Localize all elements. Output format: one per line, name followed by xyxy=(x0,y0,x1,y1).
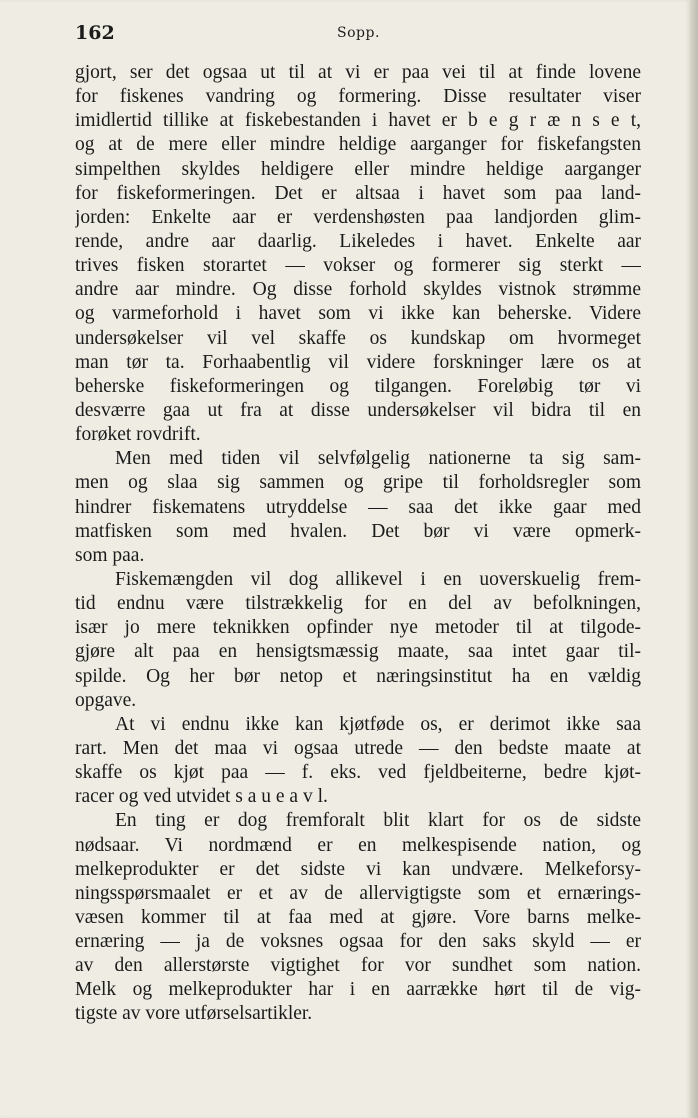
text-line: som paa. xyxy=(75,544,145,566)
text-line: beherske fiskeformeringen og tilgangen. Foreløbig tør vi xyxy=(75,375,641,397)
text-line: En ting er dog fremforalt blit klart for os de sidste xyxy=(115,810,641,832)
text-line: forøket rovdrift. xyxy=(75,424,201,446)
text-line: især jo mere teknikken opfinder nye metoder til at tilgode- xyxy=(75,617,641,639)
text-line: desværre gaa ut fra at disse undersøkelser vil bidra til en xyxy=(75,399,641,421)
text-line: matfisken som med hvalen. Det bør vi være opmerk- xyxy=(75,520,641,542)
text-line: av den allerstørste vigtighet for vor sundhet som nation. xyxy=(75,955,641,977)
text-line: man tør ta. Forhaabentlig vil videre forskninger lære os at xyxy=(75,351,641,373)
text-line: imidlertid tillike at fiskebestanden i havet er b e g r æ n s e t, xyxy=(75,110,641,132)
text-line: simpelthen skyldes heldigere eller mindre heldige aarganger xyxy=(75,158,641,180)
text-line: andre aar mindre. Og disse forhold skyldes vistnok strømme xyxy=(75,279,641,301)
text-line: opgave. xyxy=(75,689,137,711)
text-line: melkeprodukter er det sidste vi kan undvære. Melkeforsy- xyxy=(75,858,641,880)
text-line: for fiskeformeringen. Det er altsaa i havet som paa land- xyxy=(75,182,641,204)
text-line: væsen kommer til at faa med at gjøre. Vore barns melke- xyxy=(75,906,641,928)
text-line: for fiskenes vandring og formering. Disse resultater viser xyxy=(75,86,641,108)
text-line: ningsspørsmaalet er et av de allervigtigste som et ernærings- xyxy=(75,882,641,904)
body-text xyxy=(75,61,641,1027)
running-head: Sopp. xyxy=(337,25,380,41)
text-line: gjøre alt paa en hensigtsmæssig maate, saa intet gaar til- xyxy=(75,641,641,663)
page-edge xyxy=(690,0,698,1118)
page-header xyxy=(75,22,641,48)
text-line: tid endnu være tilstrækkelig for en del av befolkningen, xyxy=(75,593,641,615)
text-line: og varmeforhold i havet som vi ikke kan beherske. Videre xyxy=(75,303,641,325)
text-line: Melk og melkeprodukter har i en aarrække hørt til de vig- xyxy=(75,979,641,1001)
text-line: hindrer fiskematens utryddelse — saa det ikke gaar med xyxy=(75,496,641,518)
text-line: undersøkelser vil vel skaffe os kundskap om hvormeget xyxy=(75,327,641,349)
text-line: tigste av vore utførselsartikler. xyxy=(75,1003,313,1025)
text-line: rart. Men det maa vi ogsaa utrede — den bedste maate at xyxy=(75,737,641,759)
text-line: jorden: Enkelte aar er verdenshøsten paa landjorden glim- xyxy=(75,206,641,228)
text-line: Men med tiden vil selvfølgelig nationerne ta sig sam- xyxy=(115,448,641,470)
text-line: trives fisken storartet — vokser og formerer sig sterkt — xyxy=(75,255,641,277)
text-line: spilde. Og her bør netop et næringsinstitut ha en vældig xyxy=(75,665,641,687)
text-line: At vi endnu ikke kan kjøtføde os, er derimot ikke saa xyxy=(115,713,641,735)
text-line: ernæring — ja de voksnes ogsaa for den saks skyld — er xyxy=(75,931,641,953)
text-line: gjort, ser det ogsaa ut til at vi er paa vei til at finde lovene xyxy=(75,62,641,83)
text-line: racer og ved utvidet s a u e a v l. xyxy=(75,786,328,808)
text-line: nødsaar. Vi nordmænd er en melkespisende nation, og xyxy=(75,834,641,856)
page-number: 162 xyxy=(75,22,115,44)
text-line: rende, andre aar daarlig. Likeledes i havet. Enkelte aar xyxy=(75,230,641,252)
text-line: men og slaa sig sammen og gripe til forholdsregler som xyxy=(75,472,641,494)
text-line: og at de mere eller mindre heldige aarganger for fiskefangsten xyxy=(75,134,641,156)
text-line: skaffe os kjøt paa — f. eks. ved fjeldbeiterne, bedre kjøt- xyxy=(75,762,641,784)
text-line: Fiskemængden vil dog allikevel i en uoverskuelig frem- xyxy=(115,568,641,590)
